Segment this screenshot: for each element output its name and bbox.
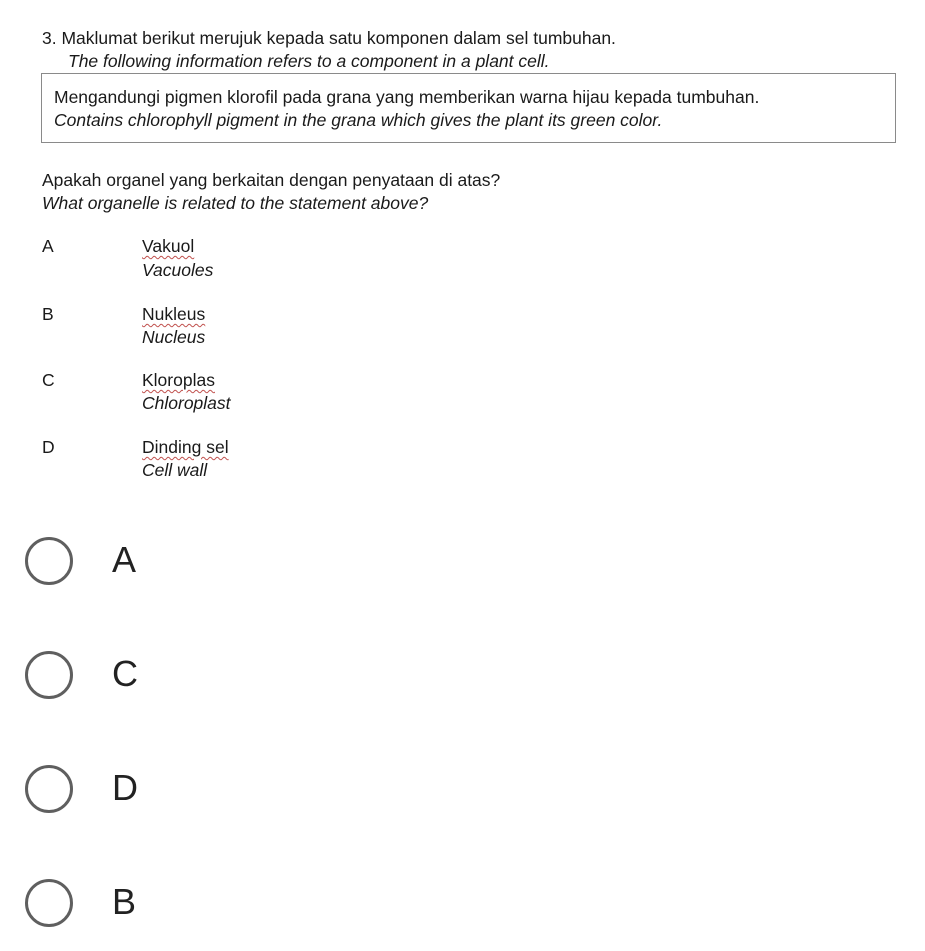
- answer-label: B: [112, 881, 137, 922]
- question-title: 3. Maklumat berikut merujuk kepada satu komponen dalam sel tumbuhan.: [42, 28, 616, 48]
- question-prompt: Apakah organel yang berkaitan dengan penyataan di atas?: [42, 170, 501, 190]
- option-text-english: Vacuoles: [142, 260, 214, 280]
- option-letter: D: [42, 437, 55, 457]
- option-text-english: Cell wall: [142, 460, 208, 480]
- question-title-english: The following information refers to a component in a plant cell.: [68, 51, 550, 71]
- option-letter: B: [42, 304, 54, 324]
- answer-label: C: [112, 653, 138, 694]
- question-prompt-english: What organelle is related to the statement above?: [42, 193, 429, 213]
- radio-button[interactable]: [25, 879, 73, 927]
- radio-button[interactable]: [25, 537, 73, 585]
- option-letter: A: [42, 236, 54, 256]
- radio-button[interactable]: [25, 765, 73, 813]
- info-box: [41, 73, 896, 143]
- radio-button[interactable]: [25, 651, 73, 699]
- answer-choice-b[interactable]: [22, 868, 422, 938]
- answer-choice-c[interactable]: [22, 640, 422, 710]
- option-text-english: Chloroplast: [142, 393, 231, 413]
- answer-choice-d[interactable]: [22, 754, 422, 824]
- option-text: Kloroplas: [142, 370, 215, 390]
- option-text: Dinding sel: [142, 437, 229, 457]
- answer-choice-a[interactable]: [22, 526, 422, 596]
- option-text-english: Nucleus: [142, 327, 206, 347]
- option-text: Nukleus: [142, 304, 206, 324]
- option-text: Vakuol: [142, 236, 195, 256]
- option-letter: C: [42, 370, 55, 390]
- answer-label: A: [112, 539, 137, 580]
- info-text-english: Contains chlorophyll pigment in the grana which gives the plant its green color.: [54, 110, 663, 130]
- answer-label: D: [112, 767, 138, 808]
- info-text: Mengandungi pigmen klorofil pada grana yang memberikan warna hijau kepada tumbuhan.: [54, 87, 760, 107]
